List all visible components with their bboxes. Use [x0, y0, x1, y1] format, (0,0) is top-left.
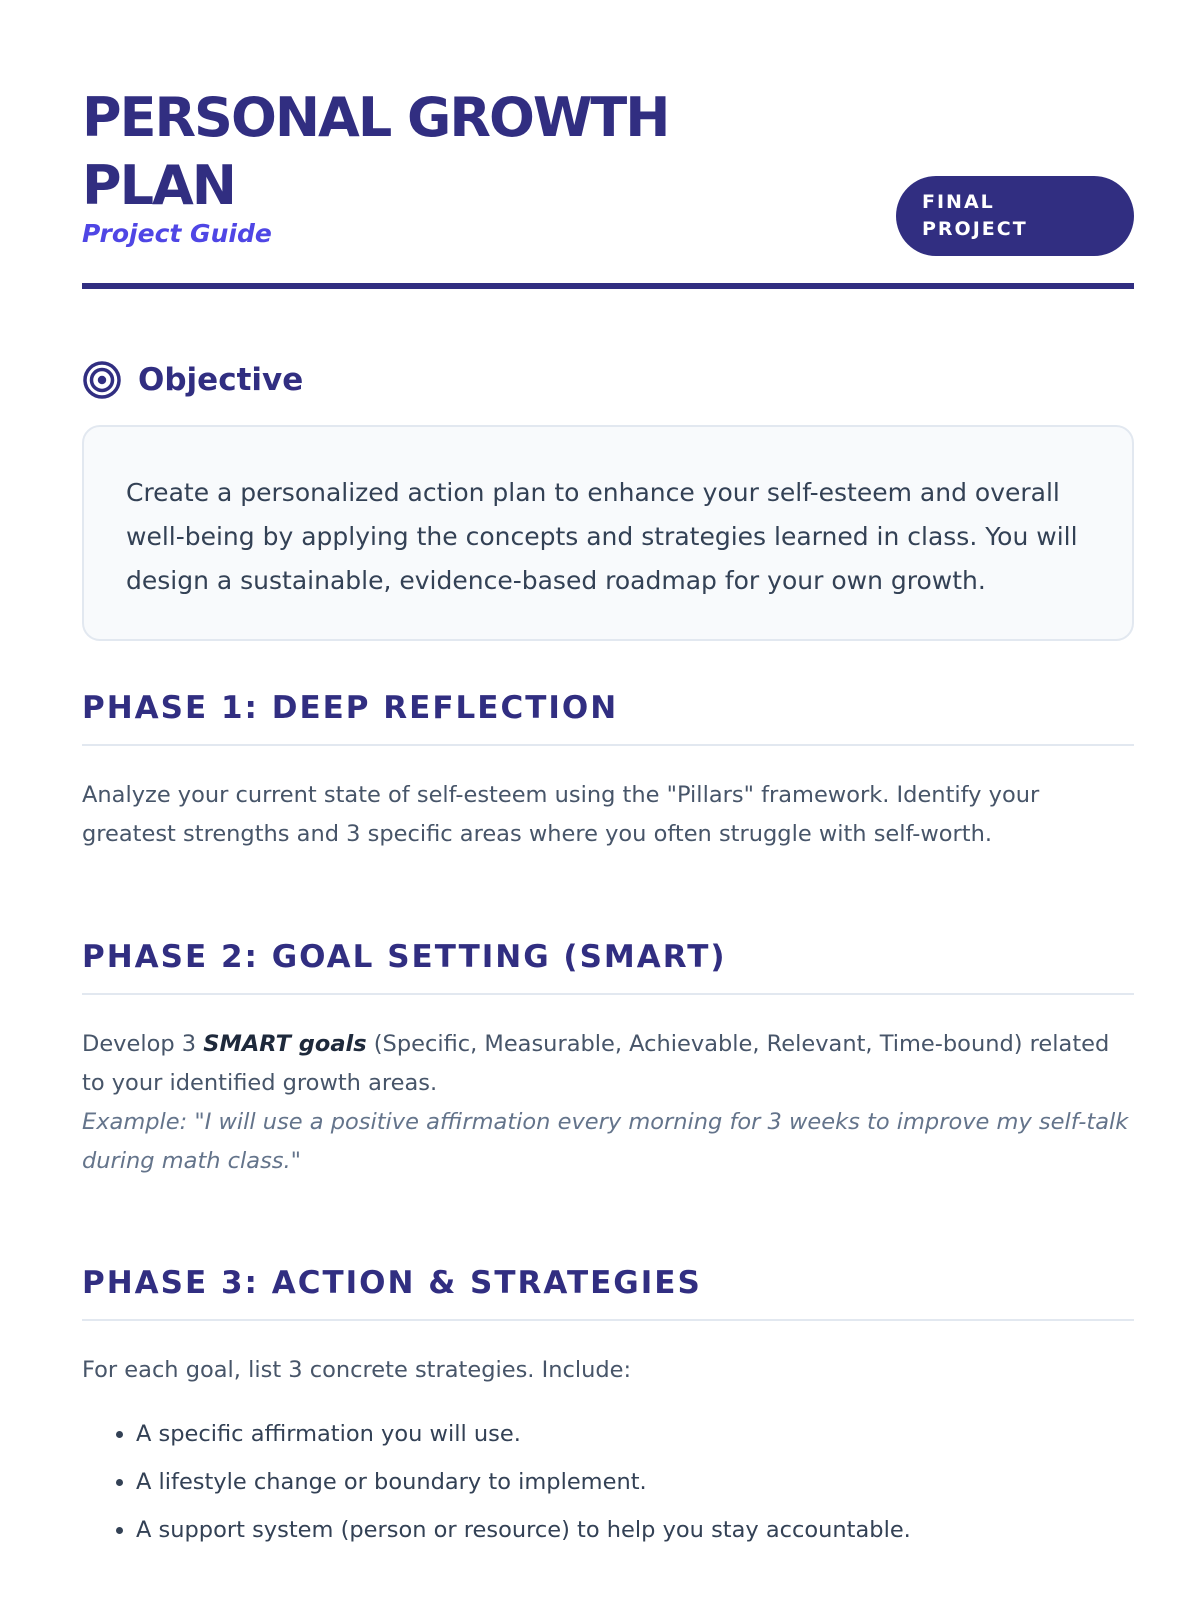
- phase-2-text: [82, 1025, 1134, 1103]
- document-subtitle: Project Guide: [82, 219, 272, 248]
- phase-2-text-start: Develop 3: [82, 1031, 204, 1057]
- strategy-list: [82, 1410, 1134, 1554]
- objective-text: Create a personalized action plan to enhance your self-esteem and overall well-being by applying the concepts and strategies learned in class. You will design a sustainable, evidence-based roadmap for your own growth.: [126, 478, 1078, 595]
- phase-3-section: [82, 1257, 1134, 1554]
- phase-3-title: PHASE 3: ACTION & STRATEGIES: [82, 1265, 702, 1301]
- phase-2-divider: [82, 993, 1134, 995]
- phase-2-title: PHASE 2: GOAL SETTING (SMART): [82, 939, 727, 975]
- document-title: PERSONAL GROWTH PLAN: [82, 86, 669, 217]
- list-item: • A support system (person or resource) to help you stay accountable.: [136, 1506, 1134, 1554]
- objective-box: [82, 425, 1134, 641]
- objective-heading: [82, 360, 303, 400]
- smart-goals-emphasis: SMART goals: [203, 1031, 367, 1057]
- phase-1-section: [82, 682, 1134, 854]
- objective-title: Objective: [138, 362, 304, 398]
- final-project-badge: FINAL PROJECT: [896, 176, 1134, 256]
- phase-2-body: [82, 1025, 1134, 1181]
- phase-1-text: Analyze your current state of self-esteem using the "Pillars" framework. Identify your greatest strengths and 3 specific areas where you often struggle with self-worth.: [82, 782, 1040, 847]
- phase-1-title: PHASE 1: DEEP REFLECTION: [82, 690, 619, 726]
- phase-3-body: [82, 1351, 1134, 1390]
- document-page: [82, 0, 1134, 1543]
- phase-1-body: [82, 776, 1134, 854]
- phase-3-divider: [82, 1319, 1134, 1321]
- phase-2-example: Example: "I will use a positive affirmation every morning for 3 weeks to improve my self-talk during math class.": [82, 1109, 1129, 1174]
- header-divider: [82, 283, 1134, 289]
- phase-3-text: For each goal, list 3 concrete strategies. Include:: [82, 1357, 632, 1383]
- document-header: [82, 0, 1134, 290]
- phase-2-section: [82, 931, 1134, 1181]
- phase-2-text-end: (Specific, Measurable, Achievable, Relevant, Time-bound) related to your identified growth areas.: [82, 1031, 1110, 1096]
- list-item: • A specific affirmation you will use.: [136, 1410, 1134, 1458]
- phase-1-divider: [82, 744, 1134, 746]
- target-icon: [82, 360, 122, 400]
- list-item: • A lifestyle change or boundary to implement.: [136, 1458, 1134, 1506]
